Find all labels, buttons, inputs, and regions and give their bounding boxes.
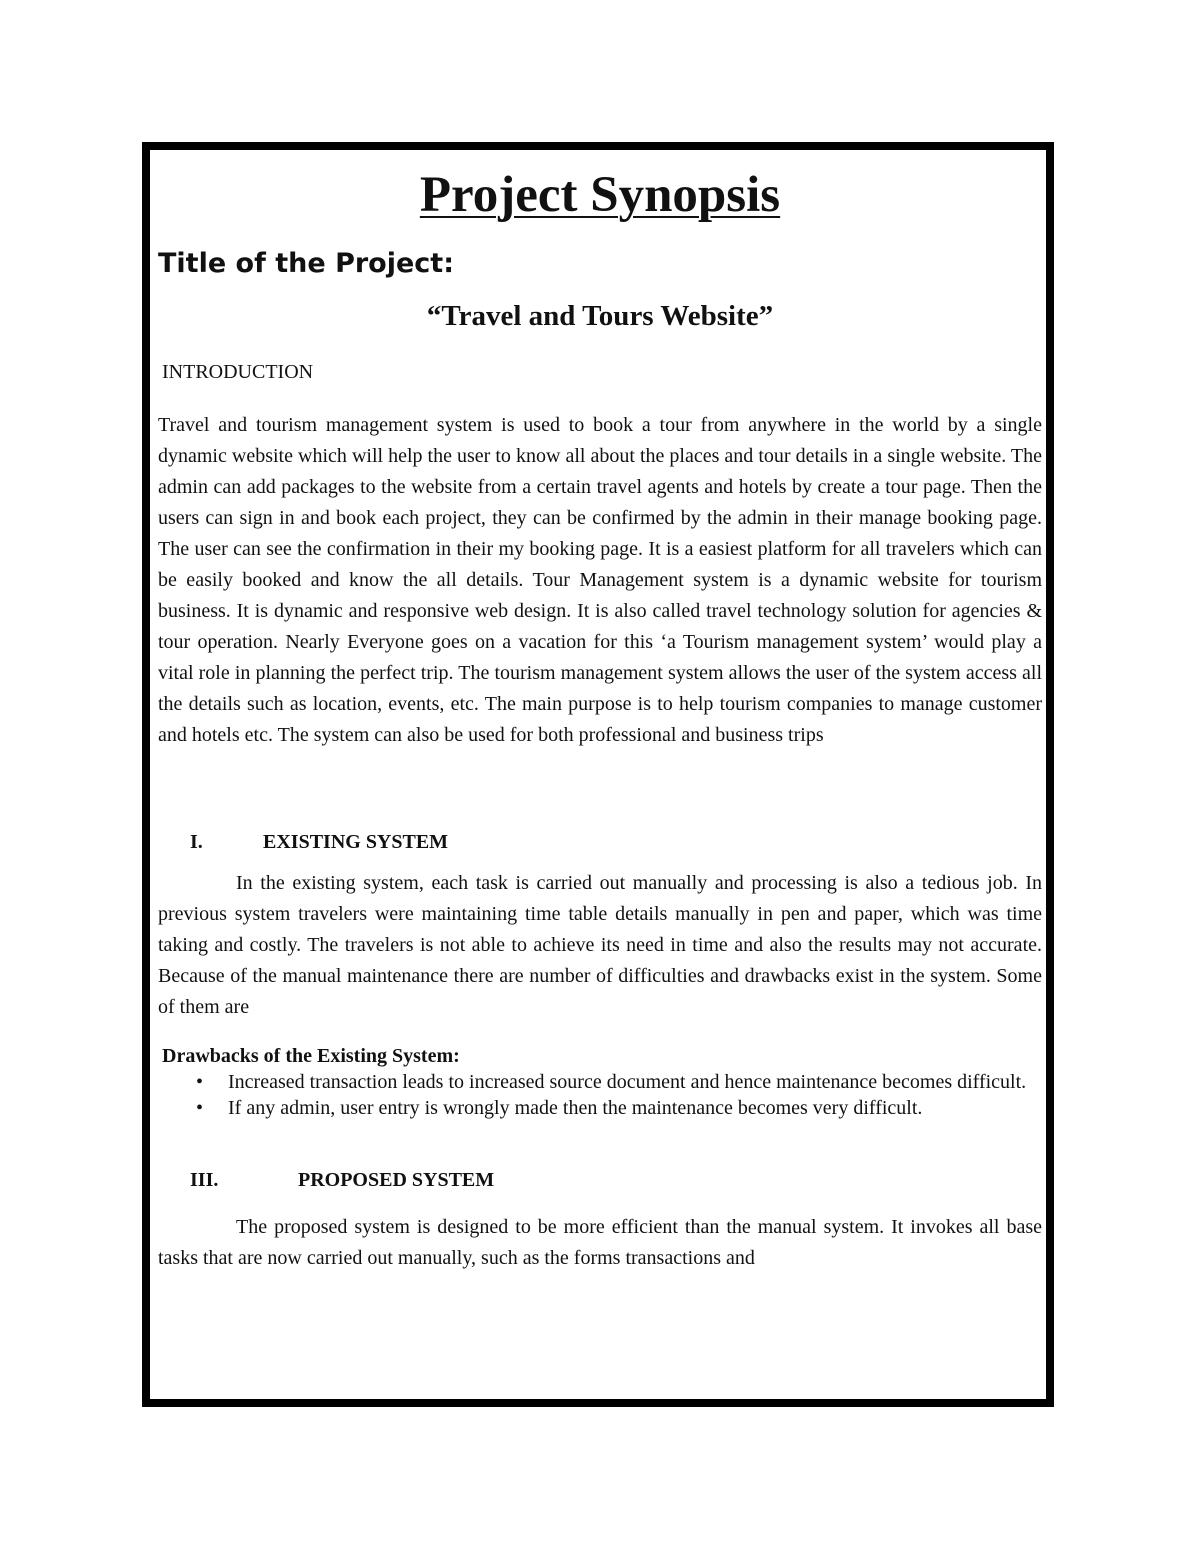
existing-system-heading — [190, 828, 1042, 856]
project-title-label: Title of the Project: — [158, 248, 455, 279]
section-title: EXISTING SYSTEM — [263, 831, 449, 853]
drawbacks-heading: Drawbacks of the Existing System: — [162, 1045, 460, 1067]
list-item-text: Increased transaction leads to increased source document and hence maintenance becomes difficult. — [228, 1071, 1027, 1093]
proposed-system-heading — [190, 1166, 1042, 1194]
introduction-heading: INTRODUCTION — [162, 361, 314, 383]
page-border — [142, 142, 1054, 1407]
section-number: III. — [190, 1169, 219, 1191]
drawbacks-list — [158, 1069, 1042, 1121]
document-body — [158, 150, 1042, 1274]
list-item — [158, 1069, 1042, 1095]
document-title: Project Synopsis — [419, 167, 781, 223]
proposed-system-paragraph: The proposed system is designed to be more efficient than the manual system. It invokes all base tasks that are now carried out manually, such as the forms transactions and — [158, 1216, 1042, 1269]
project-name: “Travel and Tours Website” — [426, 300, 774, 332]
section-title: PROPOSED SYSTEM — [298, 1169, 495, 1191]
list-item — [158, 1095, 1042, 1121]
existing-system-paragraph: In the existing system, each task is carried out manually and processing is also a tedious job. In previous system travelers were maintaining time table details manually in pen and paper, which was time taking and costly. The travelers is not able to achieve its need in time and also the results may not accurate. Because of the manual maintenance there are number of difficulties and drawbacks exist in the system. Some of them are — [158, 872, 1042, 1018]
section-number: I. — [190, 831, 203, 853]
introduction-paragraph: Travel and tourism management system is used to book a tour from anywhere in the world by a single dynamic website which will help the user to know all about the places and tour details in a single website. The admin can add packages to the website from a certain travel agents and hotels by create a tour page. Then the users can sign in and book each project, they can be confirmed by the admin in their manage booking page. The user can see the confirmation in their my booking page. It is a easiest platform for all travelers which can be easily booked and know the all details. Tour Management system is a dynamic website for tourism business. It is dynamic and responsive web design. It is also called travel technology solution for agencies & tour operation. Nearly Everyone goes on a vacation for this ‘a Tourism management system’ would play a vital role in planning the perfect trip. The tourism management system allows the user of the system access all the details such as location, events, etc. The main purpose is to help tourism companies to manage customer and hotels etc. The system can also be used for both professional and business trips — [158, 414, 1042, 746]
bullet-icon: • — [196, 1097, 204, 1119]
bullet-icon: • — [196, 1071, 204, 1093]
list-item-text: If any admin, user entry is wrongly made then the maintenance becomes very difficult. — [228, 1097, 923, 1119]
